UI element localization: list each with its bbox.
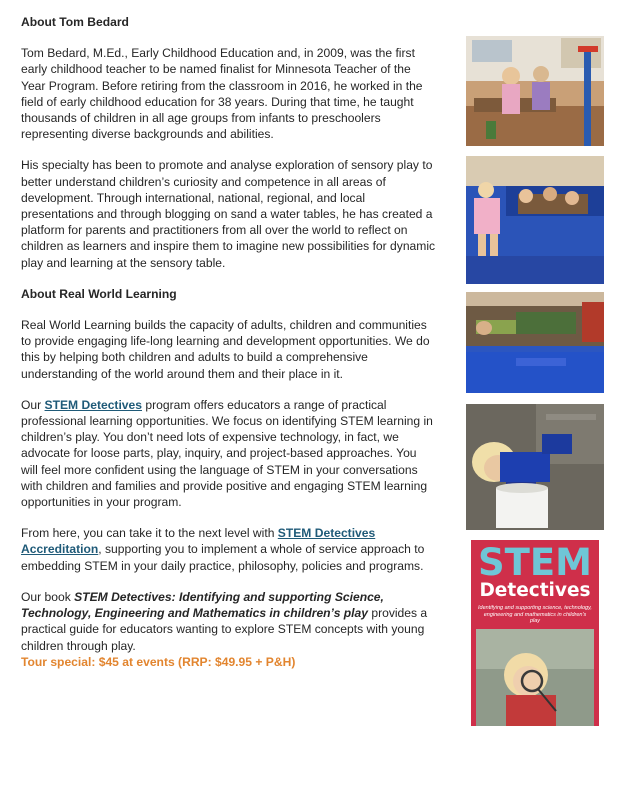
text-span: Our xyxy=(21,397,45,412)
photo-child-bucket xyxy=(466,404,604,530)
about-rwl-paragraph-1: Real World Learning builds the capacity of adults, children and communities to provide engaging life-long learning and development opportunities. We do this by helping both children and adults to build a comprehensive understanding of the world around them and their place in it. xyxy=(21,318,430,381)
about-rwl-paragraph-3 xyxy=(21,525,436,574)
text-span: , supporting you to implement a whole of service approach to embedding STEM in your daily practice, philosophy, policies and programs. xyxy=(21,542,425,573)
tour-special-text: Tour special: $45 at events (RRP: $49.95 + P&H) xyxy=(21,654,296,669)
photo-children-climbing-image xyxy=(466,36,604,146)
about-rwl-heading: About Real World Learning xyxy=(21,286,177,301)
book-cover[interactable] xyxy=(471,540,599,738)
text-span: Our book xyxy=(21,589,75,604)
photo-children-climbing xyxy=(466,36,604,146)
about-rwl-paragraph-4 xyxy=(21,589,436,654)
about-tom-paragraph-1: Tom Bedard, M.Ed., Early Childhood Education and, in 2009, was the first early childhood teacher to be named finalist for Minnesota Teacher of the Year Program. Before retiring from the classroom in 2016, he worked in the field of early childhood education for 38 years. During that time, he taught thousands of children in all age groups from infants to preschoolers representing diverse backgrounds and abilities. xyxy=(21,46,423,142)
book-subtitle: Identifying and supporting science, technology, engineering and mathematics in children's play xyxy=(478,605,592,624)
book-cover-photo xyxy=(476,629,594,726)
photo-child-lying xyxy=(466,292,604,393)
photo-child-bucket-image xyxy=(466,404,604,530)
about-tom-heading: About Tom Bedard xyxy=(21,15,129,29)
photo-children-blue-box-image xyxy=(466,156,604,284)
photo-child-lying-image xyxy=(466,292,604,393)
book-authors: Niki Buchan and Bronwyn Cron xyxy=(478,728,592,738)
text-span: provides a practical guide for educators wanting to explore STEM concepts with young children through play. xyxy=(21,606,428,653)
stem-detectives-link[interactable]: STEM Detectives xyxy=(44,397,142,412)
about-tom-paragraph-2: His specialty has been to promote and analyse exploration of sensory play to better understand children’s curiosity and competence in all areas of development. Through international, national, regional, and local presentations and through blogging on sand a water tables, he has created a platform for parents and practitioners from all over the world to reflect on children as learners and inspire them to imagine new possibilities for dynamic play and learning at the sensory table. xyxy=(21,158,436,270)
stem-accreditation-link[interactable]: STEM Detectives Accreditation xyxy=(21,526,376,557)
text-span: From here, you can take it to the next level with xyxy=(21,526,278,541)
about-rwl-paragraph-2 xyxy=(21,397,436,510)
book-title-stem: STEM xyxy=(478,541,592,584)
book-cover-photo-image xyxy=(476,629,594,726)
photo-children-blue-box xyxy=(466,156,604,284)
book-title-text: STEM Detectives: Identifying and supporting Science, Technology, Engineering and Mathematics in children’s play xyxy=(21,589,384,621)
text-span: program offers educators a range of practical professional learning opportunities. We focus on identifying STEM learning in children’s play. You don’t need lots of expensive technology, in fact, we advocate for loose parts, play, inquiry, and project-based approaches. You will feel more confident using the language of STEM in your conversations with children and families and provide positive and engaging STEM learning opportunities in your program. xyxy=(21,397,433,510)
main-text-column xyxy=(21,14,436,685)
book-title-detectives: Detectives xyxy=(479,580,591,601)
